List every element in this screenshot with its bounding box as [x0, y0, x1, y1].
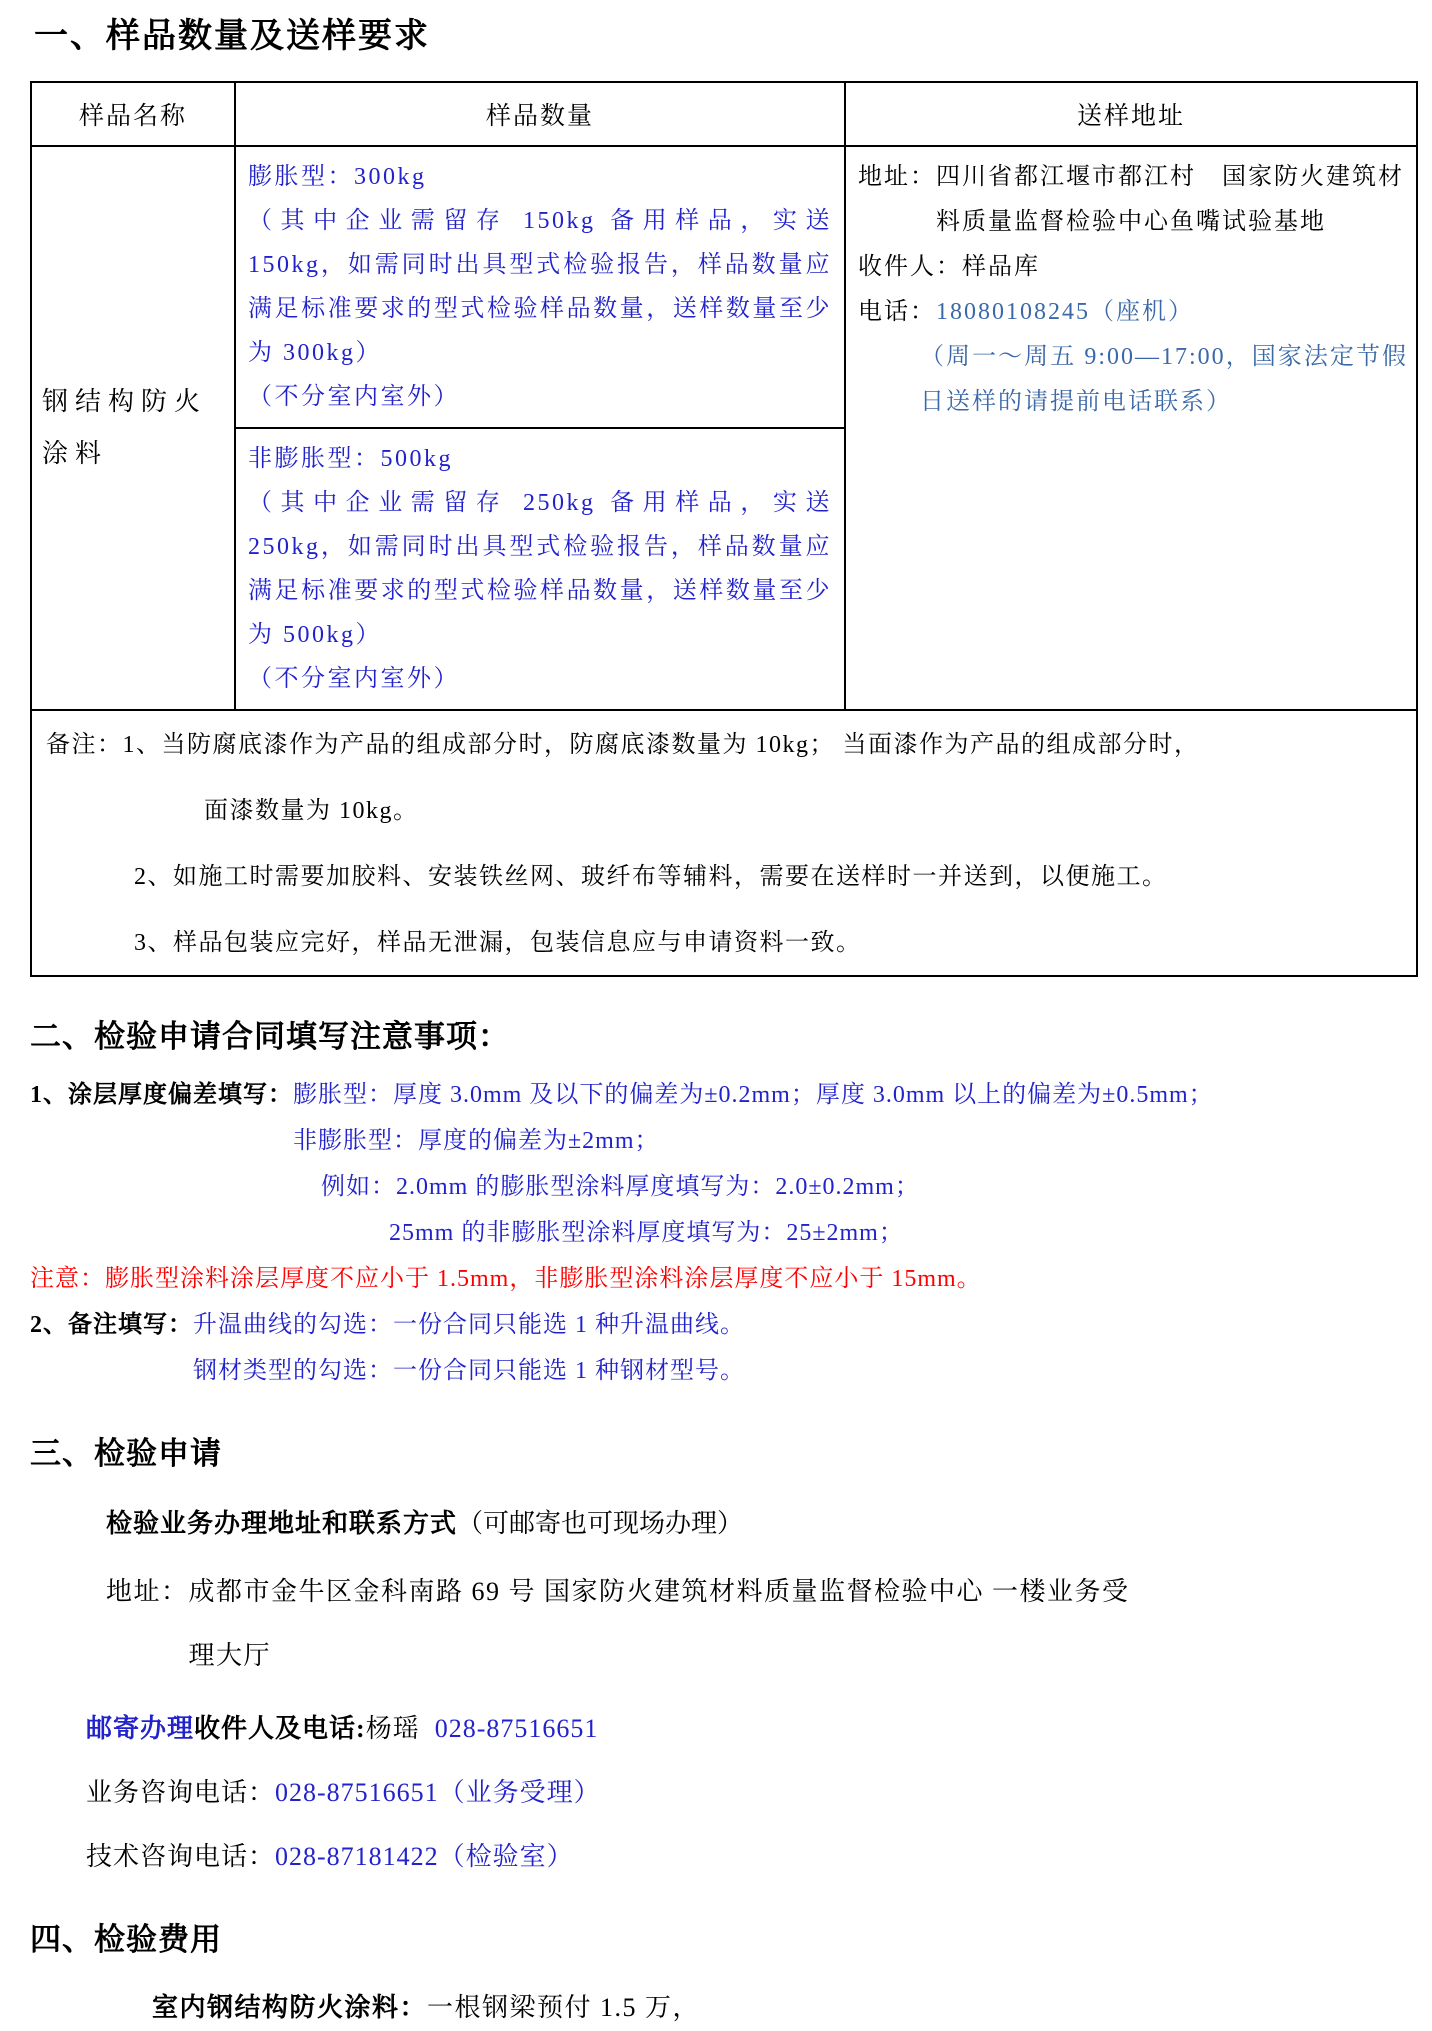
- steel-type-rule: 钢材类型的勾选：一份合同只能选 1 种钢材型号。: [193, 1358, 745, 1384]
- sample-requirements-table: [30, 81, 1418, 977]
- deviation-non-expansion-rule: 非膨胀型：厚度的偏差为±2mm；: [293, 1128, 660, 1154]
- delivery-address-line: [858, 155, 1408, 245]
- non-expansion-note: （不分室内室外）: [248, 666, 460, 692]
- phone-line: [858, 290, 1408, 335]
- table-row-notes: [31, 710, 1417, 976]
- heating-curve-rule: 升温曲线的勾选：一份合同只能选 1 种升温曲线。: [193, 1312, 745, 1338]
- deviation-example-2: 25mm 的非膨胀型涂料厚度填写为：25±2mm；: [389, 1220, 904, 1246]
- section4-title: 四、检验费用: [30, 1922, 222, 1957]
- mail-handling-label: 邮寄办理: [86, 1714, 195, 1743]
- thickness-warning: 注意：膨胀型涂料涂层厚度不应小于 1.5mm，非膨胀型涂料涂层厚度不应小于 15mm。: [30, 1266, 982, 1292]
- office-address-line-1: 成都市金牛区金科南路 69 号 国家防火建筑材料质量监督检验中心 一楼业务受: [188, 1577, 1130, 1606]
- note-3: 3、样品包装应完好，样品无泄漏，包装信息应与申请资料一致。: [134, 930, 862, 956]
- office-address-label: 地址：: [106, 1577, 189, 1606]
- thickness-deviation-content: [293, 1072, 1214, 1256]
- business-contact-line: [86, 1770, 1412, 1816]
- mail-phone-number: 028-87516651: [434, 1714, 599, 1743]
- office-address-line-2: 理大厅: [188, 1641, 272, 1670]
- office-address-value: [189, 1560, 1130, 1688]
- sample-name-cell: [31, 146, 235, 710]
- thickness-deviation-label: 1、涂层厚度偏差填写：: [30, 1082, 293, 1108]
- expansion-detail: （其中企业需留存 150kg 备用样品，实送 150kg，如需同时出具型式检验报告，样品数量应满足标准要求的型式检验样品数量，送样数量至少为 300kg）: [248, 208, 832, 366]
- col-header-sample-name: 样品名称: [31, 82, 235, 146]
- fee-line: [152, 1985, 1412, 2031]
- delivery-address-cell: [845, 146, 1417, 710]
- address-value: 四川省都江堰市都江村 国家防火建筑材料质量监督检验中心鱼嘴试验基地: [936, 164, 1404, 235]
- remarks-fill-label: 2、备注填写：: [30, 1312, 193, 1338]
- table-header-row: [31, 82, 1417, 146]
- office-address-line: [106, 1560, 1412, 1688]
- mail-contact-line: [86, 1706, 1412, 1752]
- non-expansion-quantity-cell: [235, 428, 845, 710]
- phone-hours-note: （周一～周五 9:00—17:00，国家法定节假日送样的请提前电话联系）: [920, 344, 1408, 415]
- remarks-fill-content: [193, 1302, 745, 1394]
- notes-cell: [31, 710, 1417, 976]
- application-subtitle: [106, 1503, 1412, 1540]
- mail-recipient-name: 杨瑶: [365, 1714, 420, 1743]
- sample-name-text: 钢结构防火涂料: [42, 387, 208, 468]
- business-phone-label: 业务咨询电话：: [86, 1778, 276, 1807]
- mail-recipient-label: 收件人及电话:: [194, 1714, 366, 1743]
- address-label: 地址：: [858, 164, 936, 190]
- recipient-line: 收件人：样品库: [858, 254, 1040, 280]
- expansion-quantity: 膨胀型：300kg: [248, 164, 427, 190]
- section1-title: 一、样品数量及送样要求: [34, 18, 430, 55]
- expansion-quantity-cell: [235, 146, 845, 428]
- technical-phone-label: 技术咨询电话：: [86, 1842, 276, 1871]
- expansion-note: （不分室内室外）: [248, 384, 460, 410]
- technical-phone-number: 028-87181422（检验室）: [275, 1842, 574, 1871]
- thickness-deviation-item: [30, 1072, 1412, 1256]
- non-expansion-quantity: 非膨胀型：500kg: [248, 446, 453, 472]
- application-subtitle-note: （可邮寄也可现场办理）: [457, 1509, 744, 1538]
- deviation-example-1: 例如：2.0mm 的膨胀型涂料厚度填写为：2.0±0.2mm；: [321, 1174, 920, 1200]
- deviation-expansion-rule: 膨胀型：厚度 3.0mm 及以下的偏差为±0.2mm；厚度 3.0mm 以上的偏差为±0.5mm；: [293, 1082, 1214, 1108]
- fee-item-value: 一根钢梁预付 1.5 万，: [427, 1993, 701, 2022]
- section3-title: 三、检验申请: [30, 1436, 222, 1471]
- note-1-line-2: 面漆数量为 10kg。: [204, 798, 419, 824]
- col-header-sample-quantity: 样品数量: [235, 82, 845, 146]
- col-header-delivery-address: 送样地址: [845, 82, 1417, 146]
- technical-contact-line: [86, 1834, 1412, 1880]
- remarks-fill-item: [30, 1302, 1412, 1394]
- business-phone-number: 028-87516651（业务受理）: [275, 1778, 601, 1807]
- table-row-expansion: [31, 146, 1417, 428]
- note-1-line-1: 备注：1、当防腐底漆作为产品的组成部分时，防腐底漆数量为 10kg； 当面漆作为产品的组成部分时，: [46, 732, 1200, 758]
- phone-number: 18080108245（座机）: [936, 299, 1194, 325]
- application-subtitle-bold: 检验业务办理地址和联系方式: [106, 1509, 458, 1538]
- non-expansion-detail: （其中企业需留存 250kg 备用样品，实送 250kg，如需同时出具型式检验报告，样品数量应满足标准要求的型式检验样品数量，送样数量至少为 500kg）: [248, 490, 832, 648]
- fee-item-label: 室内钢结构防火涂料：: [152, 1993, 428, 2022]
- section2-title: 二、检验申请合同填写注意事项：: [30, 1019, 510, 1054]
- note-2: 2、如施工时需要加胶料、安装铁丝网、玻纤布等辅料，需要在送样时一并送到，以便施工。: [134, 864, 1168, 890]
- phone-label: 电话：: [858, 299, 936, 325]
